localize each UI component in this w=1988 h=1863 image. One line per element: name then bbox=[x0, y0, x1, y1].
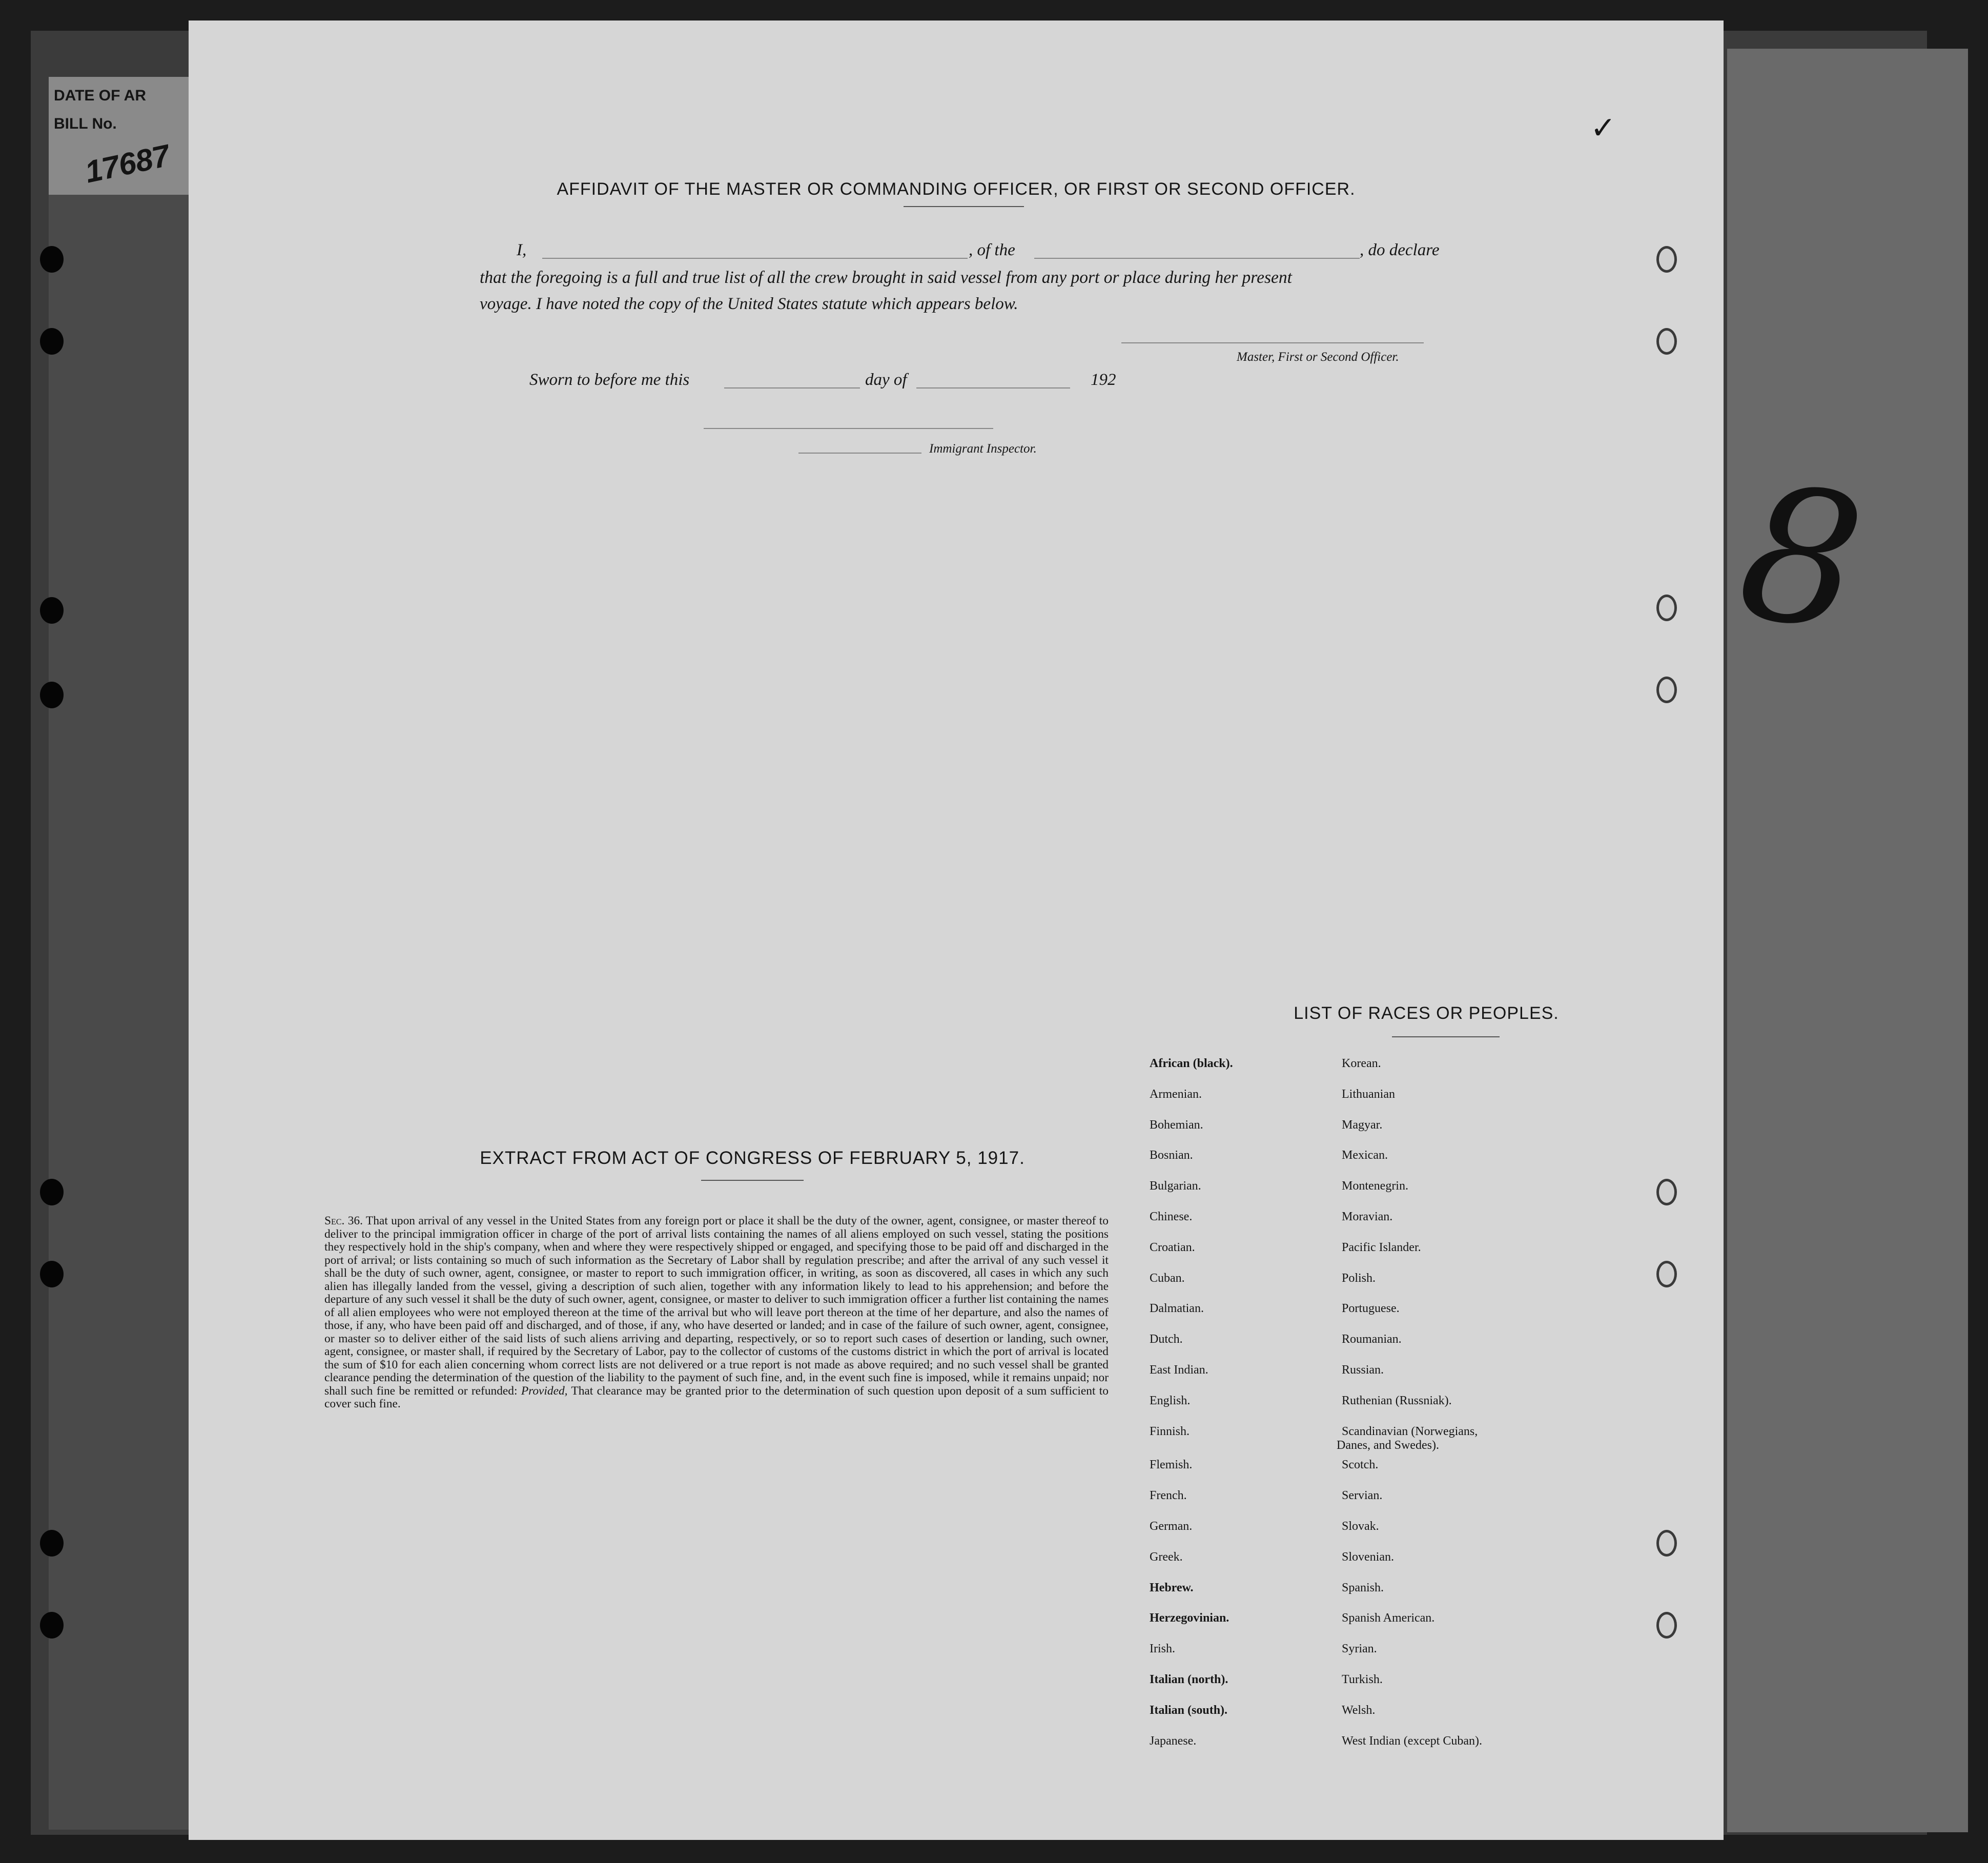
race-item: Dalmatian. bbox=[1150, 1302, 1204, 1316]
margin-tab-number: 17687 bbox=[81, 138, 173, 190]
race-item: Japanese. bbox=[1150, 1734, 1197, 1748]
race-item: Scotch. bbox=[1342, 1458, 1379, 1472]
race-item: Cuban. bbox=[1150, 1271, 1185, 1285]
race-item: Polish. bbox=[1342, 1271, 1376, 1285]
race-item: Hebrew. bbox=[1150, 1581, 1194, 1594]
inspector-signature-blank bbox=[704, 428, 993, 429]
race-item: Moravian. bbox=[1342, 1210, 1393, 1223]
races-title-rule bbox=[1392, 1036, 1500, 1037]
affidavit-line3: voyage. I have noted the copy of the United States statute which appears below. bbox=[480, 295, 1018, 313]
race-item: Italian (south). bbox=[1150, 1703, 1228, 1717]
document-page bbox=[189, 21, 1724, 1840]
master-signature-label: Master, First or Second Officer. bbox=[1237, 350, 1399, 364]
race-item: Bohemian. bbox=[1150, 1118, 1203, 1132]
title-rule bbox=[904, 206, 1024, 207]
section-body-part1: That upon arrival of any vessel in the United States from any foreign port or place it shall be the duty of the owner, agent, consignee, or master thereof to deliver to the principal immigration officer in charge of the port of arrival lists containing the names of all aliens employed on such vessel, stating the positions they respectively hold in the ship's company, when and where they were respectively shipped or engaged, and specifying those to be paid off and discharged in the port of arrival; or lists containing so much of such information as the Secretary of Labor shall by regulation prescribe; and after the arrival of any such vessel it shall be the duty of such owner, agent, consignee, or master to report to such immigration officer, in writing, as soon as discovered, all cases in which any such alien has illegally landed from the vessel, giving a description of such alien, together with any information likely to lead to his apprehension; and before the departure of any such vessel it shall be the duty of such owner, agent, consignee, or master to deliver to such immigration officer a further list containing the names of all alien employees who were not employed thereon at the time of the arrival but who will leave port thereon at the time of her departure, and also the names of those, if any, who have been paid off and discharged, and of those, if any, who have deserted or landed; and in case of the failure of such owner, agent, consignee, or master so to deliver either of the said lists of such aliens arriving and departing, respectively, or so to report such cases of desertion or landing, such owner, agent, consignee, or master shall, if required by the Secretary of Labor, pay to the collector of customs of the customs district in which the port of arrival is located the sum of $10 for each alien concerning whom correct lists are not delivered or a true report is not made as above required; and no such vessel shall be granted clearance pending the determination of the question of the liability to the payment of such fine, and, in the event such fine is imposed, while it remains unpaid; nor shall such fine be remitted or refunded: bbox=[324, 1214, 1109, 1398]
vessel-name-blank bbox=[1034, 258, 1360, 259]
punch-hole bbox=[1656, 677, 1677, 703]
race-item: Syrian. bbox=[1342, 1642, 1377, 1656]
race-item: Slovak. bbox=[1342, 1520, 1379, 1533]
margin-tab bbox=[49, 77, 197, 195]
punch-hole bbox=[40, 682, 64, 708]
race-item: Croatian. bbox=[1150, 1240, 1195, 1254]
punch-hole bbox=[40, 597, 64, 624]
race-item: Servian. bbox=[1342, 1489, 1383, 1503]
section-36-text bbox=[324, 1215, 1109, 1411]
race-item: French. bbox=[1150, 1489, 1187, 1503]
race-item: Ruthenian (Russniak). bbox=[1342, 1394, 1452, 1407]
race-item: Scandinavian (Norwegians, bbox=[1342, 1424, 1478, 1438]
punch-hole bbox=[1656, 1612, 1677, 1639]
punch-hole bbox=[40, 246, 64, 273]
month-blank bbox=[916, 387, 1070, 388]
punch-hole bbox=[1656, 1261, 1677, 1287]
race-item: German. bbox=[1150, 1520, 1193, 1533]
race-item: English. bbox=[1150, 1394, 1191, 1407]
punch-hole bbox=[40, 1612, 64, 1639]
inspector-short-rule bbox=[798, 453, 921, 454]
affidavit-do-declare: , do declare bbox=[1360, 241, 1440, 259]
master-signature-blank bbox=[1121, 342, 1424, 343]
race-item: Slovenian. bbox=[1342, 1550, 1394, 1564]
affidavit-line2: that the foregoing is a full and true list of all the crew brought in said vessel from any port or place during her present bbox=[480, 268, 1292, 287]
race-item: Spanish. bbox=[1342, 1581, 1384, 1594]
race-item: Italian (north). bbox=[1150, 1673, 1228, 1686]
extract-title-rule bbox=[701, 1180, 804, 1181]
race-item: Bulgarian. bbox=[1150, 1179, 1201, 1193]
race-item: Russian. bbox=[1342, 1363, 1384, 1377]
punch-hole bbox=[40, 1530, 64, 1557]
race-item: Finnish. bbox=[1150, 1424, 1190, 1438]
day-blank bbox=[724, 387, 860, 388]
punch-hole bbox=[40, 1179, 64, 1205]
race-item: Montenegrin. bbox=[1342, 1179, 1408, 1193]
race-item: Korean. bbox=[1342, 1057, 1381, 1070]
race-item: Danes, and Swedes). bbox=[1337, 1438, 1439, 1452]
race-item: West Indian (except Cuban). bbox=[1342, 1734, 1482, 1748]
affidavit-title: AFFIDAVIT OF THE MASTER OR COMMANDING OFFICER, OR FIRST OR SECOND OFFICER. bbox=[557, 179, 1356, 199]
section-provided: Provided, bbox=[521, 1384, 568, 1398]
year-prefix: 192 bbox=[1091, 371, 1116, 389]
race-item: Welsh. bbox=[1342, 1703, 1376, 1717]
adjacent-page-edge bbox=[1727, 49, 1968, 1832]
punch-hole bbox=[1656, 246, 1677, 273]
race-item: Turkish. bbox=[1342, 1673, 1383, 1686]
race-item: Flemish. bbox=[1150, 1458, 1193, 1472]
page-corner-mark: ✓ bbox=[1590, 111, 1616, 145]
left-margin-strip bbox=[49, 77, 192, 1830]
punch-hole bbox=[40, 328, 64, 355]
race-item: Bosnian. bbox=[1150, 1149, 1193, 1162]
race-item: African (black). bbox=[1150, 1057, 1233, 1070]
race-item: East Indian. bbox=[1150, 1363, 1208, 1377]
section-label: Sec. 36. bbox=[324, 1214, 363, 1227]
officer-name-blank bbox=[542, 258, 968, 259]
races-title: LIST OF RACES OR PEOPLES. bbox=[1294, 1004, 1559, 1023]
punch-hole bbox=[40, 1261, 64, 1287]
affidavit-of-the: , of the bbox=[969, 241, 1015, 259]
punch-hole bbox=[1656, 328, 1677, 355]
race-item: Portuguese. bbox=[1342, 1302, 1400, 1316]
race-item: Irish. bbox=[1150, 1642, 1175, 1656]
race-item: Magyar. bbox=[1342, 1118, 1383, 1132]
race-item: Chinese. bbox=[1150, 1210, 1193, 1223]
race-item: Lithuanian bbox=[1342, 1087, 1395, 1101]
race-item: Roumanian. bbox=[1342, 1333, 1402, 1346]
inspector-label: Immigrant Inspector. bbox=[929, 442, 1037, 456]
punch-hole bbox=[1656, 595, 1677, 621]
day-of-label: day of bbox=[865, 371, 907, 389]
section-body-part2: That clearance may be granted prior to the determination of such question upon deposit of a sum sufficient to cover such fine. bbox=[324, 1384, 1109, 1410]
race-item: Pacific Islander. bbox=[1342, 1240, 1421, 1254]
extract-title: EXTRACT FROM ACT OF CONGRESS OF FEBRUARY 5, 1917. bbox=[480, 1148, 1025, 1168]
affidavit-i: I, bbox=[517, 241, 527, 259]
race-item: Mexican. bbox=[1342, 1149, 1388, 1162]
handwritten-mark: 8 bbox=[1728, 444, 1875, 673]
sworn-before-me: Sworn to before me this bbox=[529, 371, 690, 389]
margin-tab-line1: DATE OF AR bbox=[54, 87, 146, 104]
race-item: Herzegovinian. bbox=[1150, 1611, 1229, 1625]
race-item: Dutch. bbox=[1150, 1333, 1183, 1346]
punch-hole bbox=[1656, 1179, 1677, 1205]
margin-tab-line2: BILL No. bbox=[54, 115, 117, 132]
race-item: Greek. bbox=[1150, 1550, 1183, 1564]
race-item: Armenian. bbox=[1150, 1087, 1202, 1101]
punch-hole bbox=[1656, 1530, 1677, 1557]
race-item: Spanish American. bbox=[1342, 1611, 1435, 1625]
